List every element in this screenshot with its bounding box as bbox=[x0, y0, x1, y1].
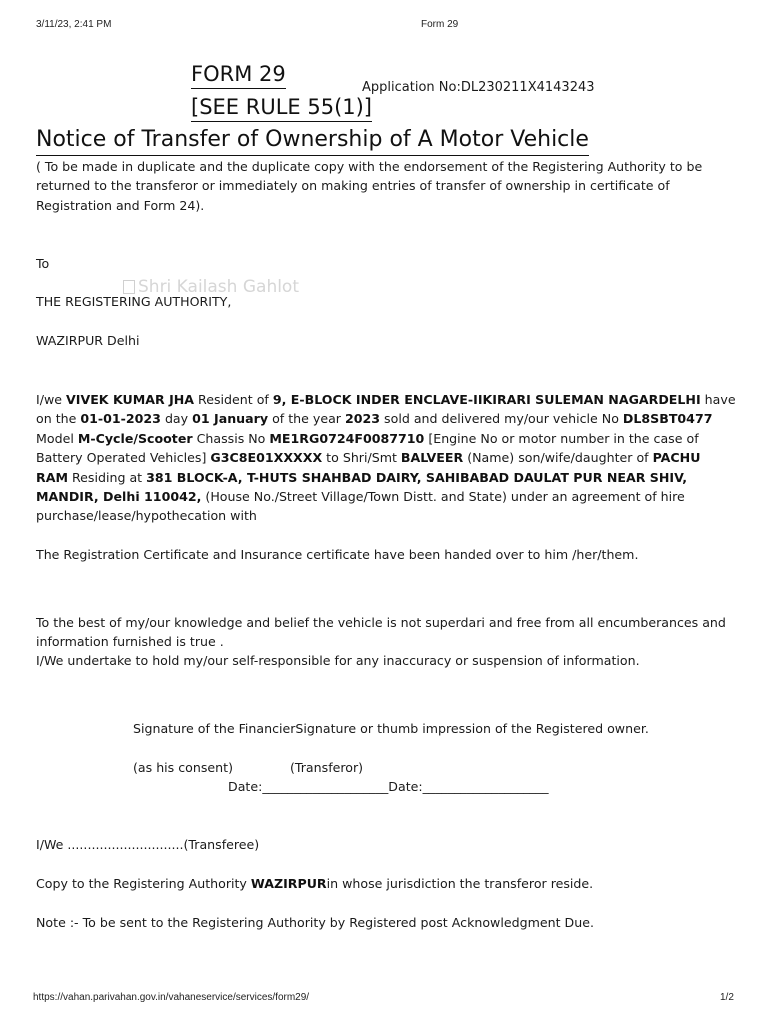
address-authority: THE REGISTERING AUTHORITY, bbox=[36, 294, 232, 309]
sale-date: 01-01-2023 bbox=[80, 411, 161, 427]
transferee-line: I/We .............................(Transferee) bbox=[36, 837, 260, 852]
address-to: To bbox=[36, 256, 50, 271]
address-place: WAZIRPUR Delhi bbox=[36, 333, 140, 348]
vehicle-model: M-Cycle/Scooter bbox=[77, 430, 193, 446]
print-url: https://vahan.parivahan.gov.in/vahaneservice/services/form29/ bbox=[33, 992, 310, 1003]
sale-year: 2023 bbox=[344, 411, 381, 427]
sale-day: 01 January bbox=[192, 411, 269, 427]
buyer-parent-name: PACHU RAM bbox=[36, 450, 701, 485]
copy-authority: WAZIRPUR bbox=[250, 876, 327, 891]
buyer-address: 381 BLOCK-A, T-HUTS SHAHBAD DAIRY, SAHIBABAD DAULAT PUR NEAR SHIV, MANDIR, Delhi 110042, bbox=[36, 469, 688, 505]
signature-line: Signature of the FinancierSignature or thumb impression of the Registered owner. bbox=[133, 721, 649, 736]
copy-to-line: Copy to the Registering Authority WAZIRPURin whose jurisdiction the transferor reside. bbox=[36, 876, 594, 891]
seller-address: 9, E-BLOCK INDER ENCLAVE-IIKIRARI SULEMAN NAGARDELHI bbox=[272, 392, 701, 407]
application-number: Application No:DL230211X4143243 bbox=[362, 80, 595, 95]
declaration-paragraph: I/we VIVEK KUMAR JHA Resident of 9, E-BLOCK INDER ENCLAVE-IIKIRARI SULEMAN NAGARDELHI have on the 01-01-2023 day 01 January of the year 2023 sold and delivered my/our vehicle No DL8SBT0477 Model M-Cycle/Scooter Chassis No ME1RG0724F0087710 [Engine No or motor number in the case of Battery Operated Vehicles] G3C8E01XXXXX to Shri/Smt BALVEER (Name) son/wife/daughter of PACHU RAM Residing at 381 BLOCK-A, T-HUTS SHAHBAD DAIRY, SAHIBABAD DAULAT PUR NEAR SHIV, MANDIR, Delhi 110042, (House No./Street Village/Town Distt. and State) under an agreement of hire purchase/lease/hypothecation with bbox=[36, 392, 736, 524]
instruction-text: ( To be made in duplicate and the duplicate copy with the endorsement of the Registering Authority to be returned to the transferor or immediately on making entries of transfer of ownership in certificate of Registration and Form 24). bbox=[36, 159, 703, 213]
note-line: Note :- To be sent to the Registering Authority by Registered post Acknowledgment Due. bbox=[36, 915, 594, 930]
seller-name: VIVEK KUMAR JHA bbox=[66, 392, 195, 407]
signature-image-alt-text: Shri Kailash Gahlot bbox=[138, 277, 300, 297]
form-number: FORM 29 bbox=[191, 61, 286, 89]
engine-number: G3C8E01XXXXX bbox=[210, 450, 323, 466]
consent-label: (as his consent) bbox=[133, 760, 233, 775]
buyer-name: BALVEER bbox=[400, 450, 464, 466]
form-rule: [SEE RULE 55(1)] bbox=[191, 94, 372, 122]
notice-title: Notice of Transfer of Ownership of A Motor Vehicle bbox=[36, 126, 589, 156]
print-page-title: Form 29 bbox=[421, 19, 459, 30]
transferor-label: (Transferor) bbox=[290, 760, 364, 775]
page-number: 1/2 bbox=[720, 992, 734, 1003]
chassis-number: ME1RG0724F0087710 bbox=[269, 430, 425, 446]
rc-handover-statement: The Registration Certificate and Insurance certificate have been handed over to him /her/them. bbox=[36, 547, 639, 562]
signature-dates: Date:____________________Date:____________________ bbox=[228, 779, 549, 794]
vehicle-number: DL8SBT0477 bbox=[622, 411, 713, 427]
belief-statement: To the best of my/our knowledge and belief the vehicle is not superdari and free from all encumberances and information furnished is true . bbox=[36, 615, 726, 650]
undertaking-statement: I/We undertake to hold my/our self-responsible for any inaccuracy or suspension of information. bbox=[36, 653, 640, 668]
print-datetime: 3/11/23, 2:41 PM bbox=[36, 19, 112, 30]
